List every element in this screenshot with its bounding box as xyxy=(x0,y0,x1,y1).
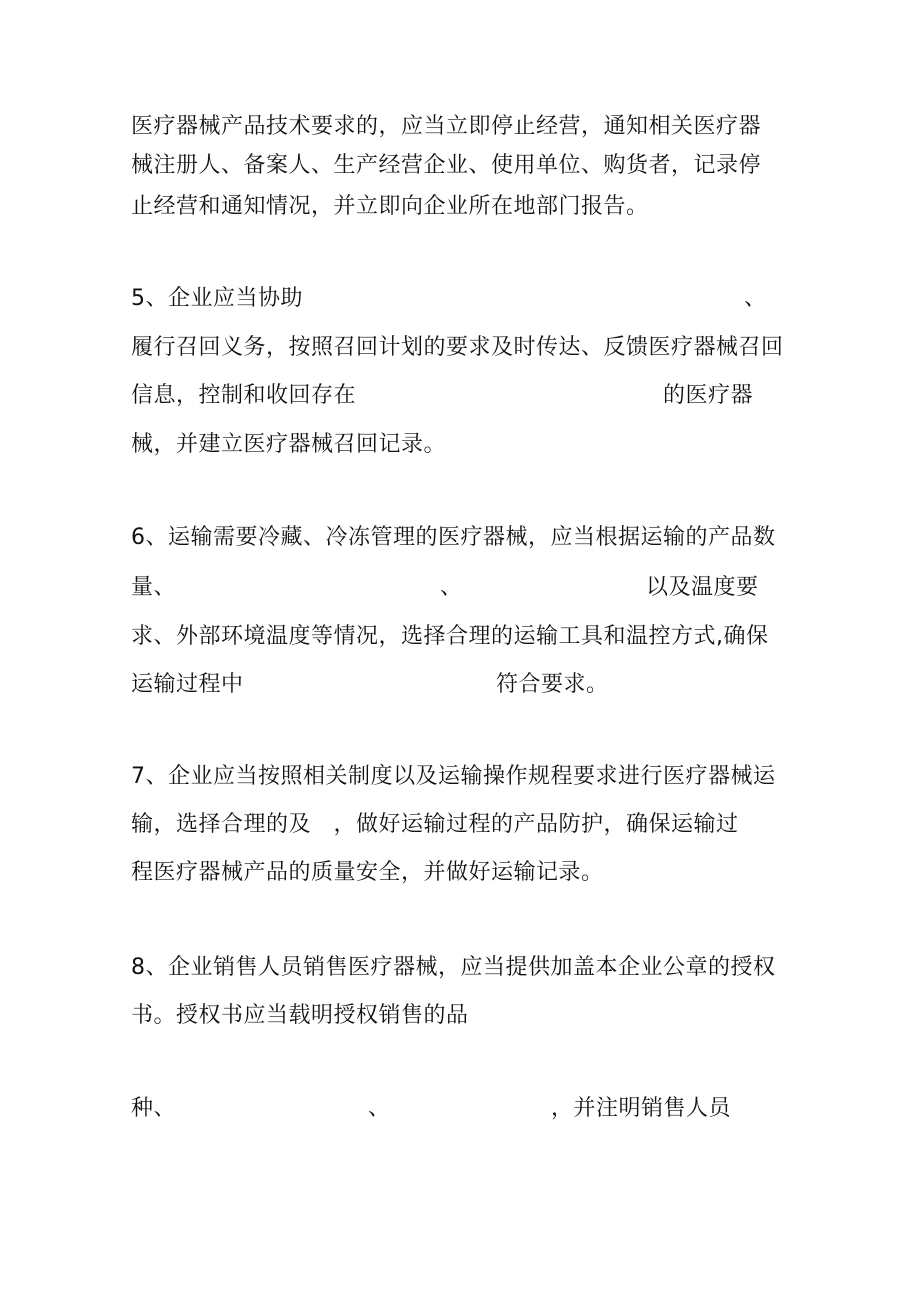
para5-line1-start: 5、企业应当协助 xyxy=(131,286,303,311)
para5-line3-end: 的医疗器 xyxy=(663,383,754,408)
para1-line1: 医疗器械产品技术要求的，应当立即停止经营，通知相关医疗器 xyxy=(131,114,762,139)
para6-line1: 6、运输需要冷藏、冷冻管理的医疗器械，应当根据运输的产品数 xyxy=(131,525,776,550)
para7-line3: 程医疗器械产品的质量安全，并做好运输记录。 xyxy=(131,860,604,885)
para6-line2-end: 以及温度要 xyxy=(646,575,759,600)
para5-line4: 械，并建立医疗器械召回记录。 xyxy=(131,432,447,457)
para8-line3-start: 种、 xyxy=(131,1096,177,1121)
para1-line2: 械注册人、备案人、生产经营企业、使用单位、购货者，记录停 xyxy=(131,153,762,178)
para5-line1-end: 、 xyxy=(744,286,767,311)
para5-line3-start: 信息，控制和收回存在 xyxy=(131,383,357,408)
para8-line3-end: ，并注明销售人员 xyxy=(551,1096,732,1121)
para7-line1: 7、企业应当按照相关制度以及运输操作规程要求进行医疗器械运 xyxy=(131,764,776,789)
para6-line2-mid: 、 xyxy=(440,575,463,600)
para6-line4-start: 运输过程中 xyxy=(131,672,244,697)
para8-line3-mid: 、 xyxy=(368,1096,391,1121)
para7-line2: 输，选择合理的及 ，做好运输过程的产品防护，确保运输过 xyxy=(131,812,739,837)
para6-line2-start: 量、 xyxy=(131,575,177,600)
para1-line3: 止经营和通知情况，并立即向企业所在地部门报告。 xyxy=(131,194,649,219)
para8-line2: 书。授权书应当载明授权销售的品 xyxy=(131,1003,469,1028)
para6-line3: 求、外部环境温度等情况，选择合理的运输工具和温控方式,确保 xyxy=(131,624,769,649)
para6-line4-end: 符合要求。 xyxy=(496,672,609,697)
para5-line2: 履行召回义务，按照召回计划的要求及时传达、反馈医疗器械召回 xyxy=(131,335,784,360)
para8-line1: 8、企业销售人员销售医疗器械，应当提供加盖本企业公章的授权 xyxy=(131,955,776,980)
